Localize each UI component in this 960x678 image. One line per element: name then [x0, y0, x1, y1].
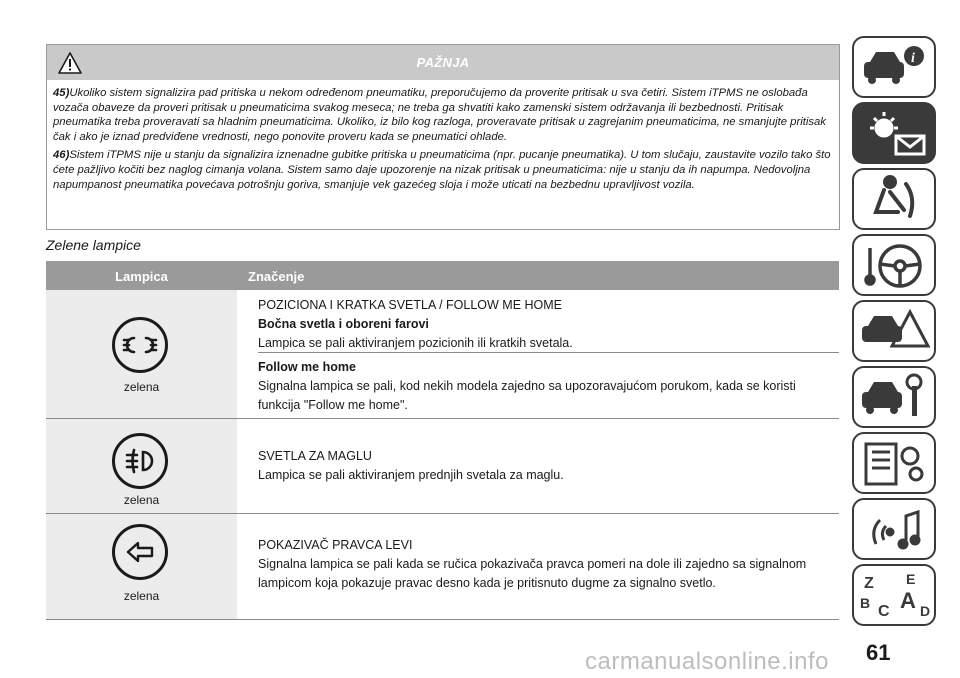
- meaning-part: [258, 290, 839, 353]
- warning-title: PAŽNJA: [416, 55, 470, 70]
- warning-item-number: 46): [53, 149, 70, 162]
- meaning-text: Signalna lampica se pali kada se ručica pokazivača pravca pomeri na dole ili zajedno sa signalnom lampicom koja pokazuje pravac desno kada je pritisnuto dugme za signalno svetlo.: [258, 557, 807, 590]
- meaning-cell: [258, 419, 839, 485]
- multimedia-icon[interactable]: [852, 498, 936, 560]
- fog-light-icon: [112, 433, 168, 489]
- warning-item: [53, 148, 833, 192]
- table-row: [46, 514, 839, 620]
- watermark: carmanualsonline.info: [585, 648, 829, 675]
- lamp-cell: [46, 514, 237, 619]
- column-header-meaning: Značenje: [248, 269, 305, 284]
- warning-item-number: 45): [53, 87, 70, 99]
- warning-item-text: Ukoliko sistem signalizira pad pritiska u nekom određenom pneumatiku, preporučujemo da proverite pritisak u sva četiri. Sistem iTPMS ne oslobađa vozača obaveze da proveri pritisak u pneumaticima svakog meseca; ne treba ga shvatiti kako zamenski sistem održavanja ili bezbednosti. Pritisak pneumatika treba proveravati sa hladnim pneumaticima. Ukoliko, iz bilo kog razloga, proveravate pritisak u zagrejanim pneumaticima, ne smanjujte pritisak čak i ako je iznad predviđene vrednosti, nego ponovite proveru kada se pneumatici ohlade.: [53, 87, 826, 143]
- meaning-part: [258, 353, 839, 415]
- lights-table: [46, 261, 839, 620]
- svg-text:C: C: [878, 603, 890, 620]
- table-row: [46, 419, 839, 514]
- position-lights-icon: [112, 317, 168, 373]
- meaning-cell: [258, 290, 839, 415]
- meaning-heading: SVETLA ZA MAGLU: [258, 449, 372, 463]
- steering-wheel-icon[interactable]: [852, 234, 936, 296]
- car-maintenance-icon[interactable]: [852, 366, 936, 428]
- emergency-icon[interactable]: [852, 300, 936, 362]
- seat-safety-icon[interactable]: [852, 168, 936, 230]
- lamp-color-label: zelena: [123, 589, 160, 603]
- svg-text:B: B: [860, 595, 871, 611]
- left-turn-arrow-icon: [112, 524, 168, 580]
- lamp-color-label: zelena: [123, 380, 160, 394]
- lamp-cell: [46, 419, 237, 513]
- warning-lights-icon[interactable]: [852, 102, 936, 164]
- lamp-color-label: zelena: [123, 493, 160, 507]
- column-header-lamp: Lampica: [115, 269, 168, 284]
- warning-box: [46, 44, 840, 230]
- meaning-heading: POKAZIVAČ PRAVCA LEVI: [258, 538, 413, 552]
- svg-text:E: E: [906, 571, 916, 587]
- warning-item: [53, 86, 833, 144]
- technical-data-icon[interactable]: [852, 432, 936, 494]
- warning-item-text: Sistem iTPMS nije u stanju da signalizira iznenadne gubitke pritiska u pneumaticima (npr. pucanje pneumatika). U tom slučaju, zaustavite vozilo tako što ćete pažljivo kočiti bez naglog cimanja volana. Sistem samo daje upozorenje na nizak pritisak u pneumaticima: nije u stanju da ih napumpa. Nedovoljna napumpanost pneumatika povećava potrošnju goriva, smanjuje vek gazećeg sloja i može uticati na bezbednu upravljivost vozila.: [53, 149, 831, 191]
- table-header: [46, 261, 839, 290]
- meaning-subheading: Bočna svetla i oboreni farovi: [258, 317, 429, 331]
- table-row: [46, 290, 839, 419]
- car-info-icon[interactable]: [852, 36, 936, 98]
- svg-text:Z: Z: [864, 575, 874, 592]
- meaning-text: Signalna lampica se pali, kod nekih modela zajedno sa upozoravajućom porukom, kada se koristi funkcija "Follow me home".: [258, 379, 796, 412]
- index-icon[interactable]: [852, 564, 936, 626]
- section-title: Zelene lampice: [46, 237, 141, 253]
- svg-text:D: D: [920, 603, 931, 619]
- lamp-cell: [46, 290, 237, 418]
- meaning-cell: [258, 514, 839, 593]
- meaning-heading: POZICIONA I KRATKA SVETLA / FOLLOW ME HOME: [258, 298, 562, 312]
- warning-header: [47, 45, 839, 80]
- page-number: 61: [866, 640, 891, 665]
- warning-body: [47, 80, 839, 192]
- meaning-subheading: Follow me home: [258, 360, 356, 374]
- meaning-text: Lampica se pali aktiviranjem prednjih svetala za maglu.: [258, 468, 564, 482]
- svg-text:i: i: [911, 51, 915, 66]
- meaning-text: Lampica se pali aktiviranjem pozicionih ili kratkih svetala.: [258, 336, 573, 350]
- svg-text:A: A: [900, 588, 916, 613]
